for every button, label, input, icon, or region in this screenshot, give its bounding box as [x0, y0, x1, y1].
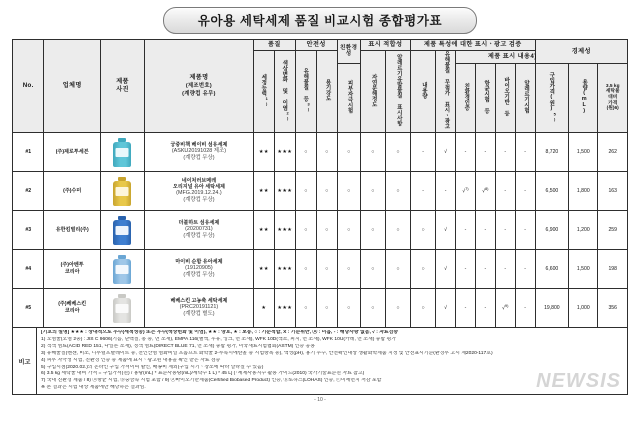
- rating-color: ★★★: [274, 249, 295, 288]
- table-row: [13, 249, 628, 288]
- th-group-labeling: 표시 적합성: [360, 40, 410, 51]
- rating-cleaning: ★★: [253, 171, 274, 210]
- result-content: ○: [385, 249, 410, 288]
- result-harmful: ○: [295, 171, 316, 210]
- note-line: [기호의 설명] ★★★ : 상대적으로 우수(세척성능) 또는 우수(색상변화 및 이염), ★★ : 양호, ★ : 보통, ○ : 기준적합, X : 기준위반, ⓐ : 미흡, - : 해당사항 없음, √ : 자료검증: [41, 329, 399, 335]
- th-col-harmful: 유해물질 등$^{3)}$: [295, 51, 316, 133]
- result-antibacterial: -: [475, 210, 495, 249]
- product-thumbnail-image: [105, 290, 139, 325]
- th-col-volume: 용량(mL): [569, 63, 598, 132]
- th-col-cleaning: 세정능력$^{1)}$: [253, 51, 274, 133]
- result-strength: ○: [316, 249, 337, 288]
- th-col-price: 구입가격(원)$^{5)}$: [535, 63, 569, 132]
- rating-color: ★★★: [274, 210, 295, 249]
- notes-section: [12, 328, 628, 396]
- price-value: 6,900: [535, 210, 569, 249]
- result-decompose: ○: [337, 210, 360, 249]
- row-no: #1: [13, 132, 44, 171]
- row-no: #4: [13, 249, 44, 288]
- table-row: [13, 132, 628, 171]
- result-allergy-test: -: [515, 132, 535, 171]
- page-number: - 10 -: [314, 397, 326, 404]
- th-col-content: 내용량: [410, 51, 435, 133]
- rating-cleaning: ★★: [253, 249, 274, 288]
- result-allergen-label: ○: [360, 288, 385, 327]
- th-photo: 제품 사진: [100, 40, 144, 133]
- result-eco-cert: -: [456, 210, 476, 249]
- note-line: 5) 구입시점(2020.02.)의 온라인 구입 가격이며 할인, 배송비 제외(구입 시기ㆍ장소에 따라 달라질 수 있음): [41, 364, 264, 370]
- rating-color: ★★★: [274, 288, 295, 327]
- note-line: 4) 피부 자극성 시험, 친환경 인증 등 제품에 표시ㆍ광고된 내용을 확인 받은 자료 검증: [41, 357, 221, 363]
- result-harmful: ○: [295, 288, 316, 327]
- product-photo: [100, 132, 144, 171]
- maker-name: (주)제로투세븐: [44, 132, 101, 171]
- result-decompose: ○: [337, 171, 360, 210]
- result-content: ○: [385, 288, 410, 327]
- th-group-economy: 경제성: [535, 40, 627, 64]
- result-skin-test: √: [436, 288, 456, 327]
- row-no: #2: [13, 171, 44, 210]
- comparison-table-wrapper: [0, 39, 640, 328]
- result-noharm-ad: ○: [410, 210, 435, 249]
- th-col-strength: 용기강도: [316, 51, 337, 133]
- note-line: 7) 국내 친환경 제품 / 8) ⓐ항균 시험, ⓑ중금속 시험 포함 / 9) ⓐ바이오기반제품(Certified Biobased Product) 인증, ⓑ로하스(LOHAS) 인증, ⓒ미세먼지 저감 포함: [41, 378, 382, 384]
- th-col-decompose: 자연분해정도: [360, 51, 385, 133]
- maker-name: (주)베베스킨 코리아: [44, 288, 101, 327]
- note-line: 6) 3.5 kg 세탁물 대비 가격 = 구입가격(원) / 용량(mL) * 표준사용량(mL)/세탁수 1 L) * 45 L] (「세제사용지수 활용 가이드(2010) 국가기술표준원 자료 참고): [41, 371, 365, 377]
- th-group-safety: 안전성: [295, 40, 337, 51]
- result-decompose: ○: [337, 132, 360, 171]
- table-body: [13, 132, 628, 327]
- note-line: 3) 유해물질(벤젠, 비소, 디부틸프탈레이트 등, 전인산염 염화비닐 프롬프트 화학물 2-부톡시에탄올 등 시험항목 등), 액성(pH), 용기 누수, 안전확인대상 생활화학제품 지정 및 안전표시기준(환경부 고시 제2020-117호): [41, 350, 493, 356]
- result-strength: ○: [316, 210, 337, 249]
- th-col-antibacterial: 항균시험 등: [475, 63, 495, 132]
- unit-price-value: 198: [598, 249, 628, 288]
- table-row: [13, 171, 628, 210]
- result-skin-test: -: [436, 171, 456, 210]
- unit-price-value: 163: [598, 171, 628, 210]
- maker-name: 유한킴벌리(주): [44, 210, 101, 249]
- newsis-watermark: NEWSIS: [536, 370, 621, 393]
- volume-value: 1,000: [569, 288, 598, 327]
- result-content: ○: [385, 210, 410, 249]
- page-title: 유아용 세탁세제 품질 비교시험 종합평가표: [163, 7, 477, 34]
- result-noharm-ad: -: [410, 171, 435, 210]
- result-allergy-test: -: [515, 249, 535, 288]
- rating-color: ★★★: [274, 132, 295, 171]
- result-allergy-test: -: [515, 288, 535, 327]
- th-product-main: 제품명: [189, 74, 209, 82]
- notes-body: [37, 328, 627, 395]
- rating-cleaning: ★: [253, 288, 274, 327]
- th-product-sub1: (제조번호): [185, 83, 213, 89]
- result-decompose: ○: [337, 288, 360, 327]
- th-group-claims-detail: 제품 표시 내용4): [456, 51, 569, 64]
- product-thumbnail-image: [105, 173, 139, 208]
- th-product: [144, 40, 253, 133]
- result-biobased: -: [495, 171, 515, 210]
- th-maker: 업체명: [44, 40, 101, 133]
- result-eco-cert: -: [456, 132, 476, 171]
- result-harmful: ○: [295, 210, 316, 249]
- result-strength: ○: [316, 171, 337, 210]
- unit-price-value: 262: [598, 132, 628, 171]
- comparison-table: [12, 39, 628, 328]
- table-header: [13, 40, 628, 133]
- result-skin-test: √: [436, 249, 456, 288]
- result-decompose: ○: [337, 249, 360, 288]
- result-biobased: -: [495, 132, 515, 171]
- result-noharm-ad: ○: [410, 288, 435, 327]
- rating-cleaning: ★★: [253, 210, 274, 249]
- result-allergy-test: -: [515, 210, 535, 249]
- notes-label: 비고: [13, 328, 37, 395]
- maker-name: (주)아벤투 코리아: [44, 249, 101, 288]
- th-col-allergen-label: 알레르기유발물질 표시사항: [385, 51, 410, 133]
- result-allergen-label: ○: [360, 249, 385, 288]
- result-antibacterial: -: [475, 132, 495, 171]
- product-name: 베베스킨 고농축 세탁세제 (PRC20191121) (계량컵 별도): [144, 288, 253, 327]
- product-name: 마이비 순함 유아세제 (19120905) (계량컵 무상): [144, 249, 253, 288]
- result-skin-test: √: [436, 132, 456, 171]
- result-strength: ○: [316, 288, 337, 327]
- table-row: [13, 288, 628, 327]
- result-allergen-label: ○: [360, 132, 385, 171]
- product-photo: [100, 288, 144, 327]
- result-eco-cert: √$^{7)}$: [456, 171, 476, 210]
- title-bar: [0, 0, 640, 39]
- rating-cleaning: ★★: [253, 132, 274, 171]
- th-col-color: 색상변화 및 이염$^{2)}$: [274, 51, 295, 133]
- result-antibacterial: -: [475, 249, 495, 288]
- result-biobased: -: [495, 210, 515, 249]
- result-harmful: ○: [295, 249, 316, 288]
- result-eco-cert: -: [456, 288, 476, 327]
- product-photo: [100, 249, 144, 288]
- th-product-sub2: (계량컵 유무): [182, 90, 216, 97]
- product-name: 궁중비책 베이비 섬유세제 (ASKU20191028 제조) (계량컵 무상): [144, 132, 253, 171]
- result-allergen-label: ○: [360, 171, 385, 210]
- th-group-eco: 친환경성: [337, 40, 360, 64]
- result-biobased: √$^{9)}$: [495, 288, 515, 327]
- th-col-unit-price: 3.5 kg 세탁물 대비 가격 (원)6): [598, 63, 628, 132]
- result-noharm-ad: -: [410, 132, 435, 171]
- result-content: ○: [385, 171, 410, 210]
- row-no: #5: [13, 288, 44, 327]
- maker-name: (주)수미: [44, 171, 101, 210]
- product-thumbnail-image: [105, 134, 139, 169]
- result-skin-test: √: [436, 210, 456, 249]
- note-line: 2) 적색 염료(ACID RED 151, 나일론 소재), 청색 염료(DIRECT BLUE 71, 면 소재) 종합 평가, 미국재료시험협회(ASTM) 인증 응용: [41, 343, 315, 349]
- th-col-allergy-test: 알레르기시험: [515, 63, 535, 132]
- note-line: 1) 오염물(오염 2종) : JIS C 9606(기름, 단백질, 홍 등, 면 소재), EMPA 116(혈액, 우유, 잉크, 면 소재), WFK 10D(색소, 피지, 면 소재), WFK 10U(카레, 면 소재) 종합 평가: [41, 336, 396, 342]
- result-allergy-test: -: [515, 171, 535, 210]
- th-no: No.: [13, 40, 44, 133]
- result-eco-cert: -: [456, 249, 476, 288]
- result-harmful: ○: [295, 132, 316, 171]
- result-content: ○: [385, 132, 410, 171]
- price-value: 6,600: [535, 249, 569, 288]
- rating-color: ★★★: [274, 171, 295, 210]
- th-col-noharm-ad: 유해물질 무첨가 표시ㆍ광고: [436, 51, 456, 133]
- product-photo: [100, 171, 144, 210]
- note-line: ※ 본 결과는 시험 대상 제품에만 해당하는 결과임.: [41, 385, 146, 391]
- unit-price-value: 259: [598, 210, 628, 249]
- product-thumbnail-image: [105, 212, 139, 247]
- product-name: 네이처러브메레 오리지널 유아 세탁세제 (MFG.2019.12.24.) (계량컵 무상): [144, 171, 253, 210]
- result-biobased: -: [495, 249, 515, 288]
- volume-value: 1,200: [569, 210, 598, 249]
- price-value: 6,500: [535, 171, 569, 210]
- volume-value: 1,500: [569, 249, 598, 288]
- result-noharm-ad: ○: [410, 249, 435, 288]
- product-thumbnail-image: [105, 251, 139, 286]
- row-no: #3: [13, 210, 44, 249]
- product-photo: [100, 210, 144, 249]
- th-group-quality: 품질: [253, 40, 295, 51]
- result-antibacterial: -: [475, 288, 495, 327]
- price-value: 8,720: [535, 132, 569, 171]
- price-value: 19,800: [535, 288, 569, 327]
- volume-value: 1,500: [569, 132, 598, 171]
- result-antibacterial: √$^{8)}$: [475, 171, 495, 210]
- unit-price-value: 356: [598, 288, 628, 327]
- product-name: 더블하트 섬유세제 (20200731) (계량컵 무상): [144, 210, 253, 249]
- result-strength: ○: [316, 132, 337, 171]
- th-group-claims: 제품 특성에 대한 표시ㆍ광고 검증: [410, 40, 535, 51]
- result-allergen-label: ○: [360, 210, 385, 249]
- header-group-row: [13, 40, 628, 51]
- volume-value: 1,800: [569, 171, 598, 210]
- th-col-biobased: 바이오기반 등: [495, 63, 515, 132]
- th-col-skin-test: 피부자극시험: [337, 63, 360, 132]
- th-col-eco-cert: 친환경인증: [456, 63, 476, 132]
- table-row: [13, 210, 628, 249]
